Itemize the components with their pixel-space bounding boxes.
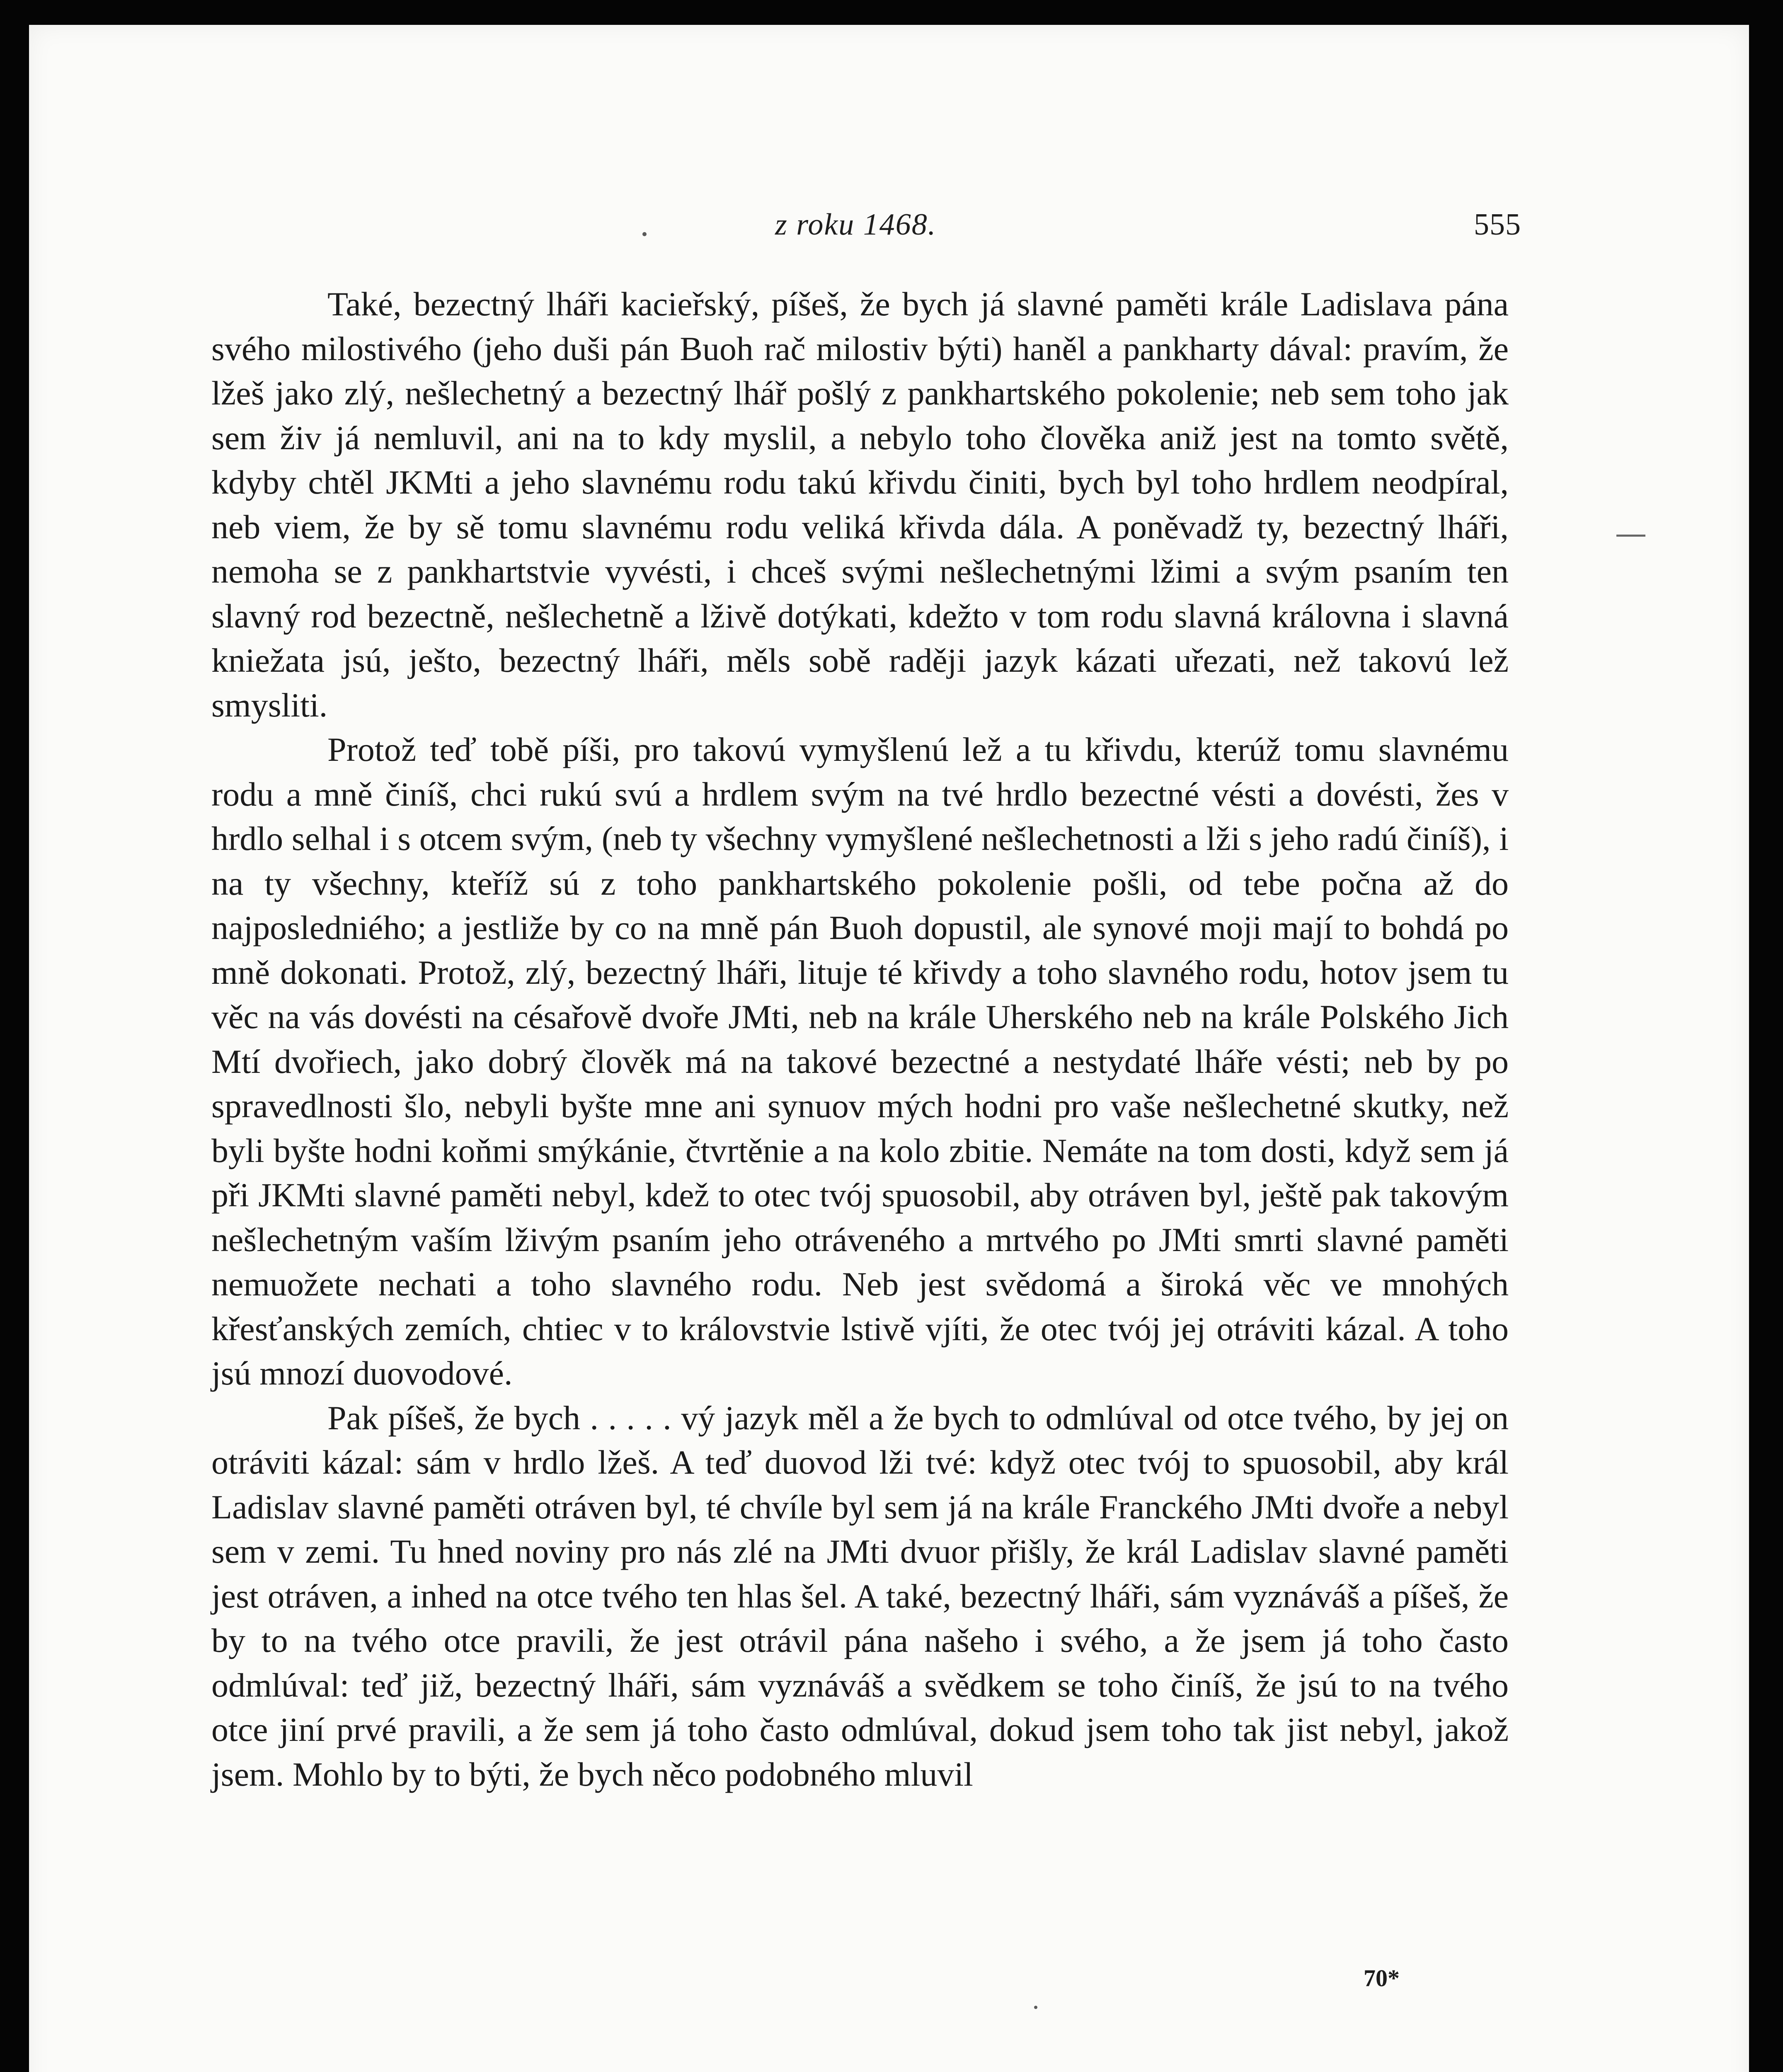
page-header bbox=[742, 207, 1521, 249]
main-text bbox=[211, 282, 1509, 1796]
paragraph: Pak píšeš, že bych . . . . . vý jazyk měl a že bych to odmlúval od otce tvého, by jej on otráviti kázal: sám v hrdlo lžeš. A teď duovod lži tvé: když otec tvój to spuosobil, aby král Ladislav slavné paměti otráven byl, té chvíle byl sem já na krále Franckého JMti dvoře a nebyl sem v zemi. Tu hned noviny pro nás zlé na JMti dvuor přišly, že král Ladislav slavné paměti jest otráven, a inhed na otce tvého ten hlas šel. A také, bezectný lháři, sám vyznáváš a píšeš, že by to na tvého otce pravili, že jest otrávil pána našeho i svého, a že jsem já toho často odmlúval: teď již, bezectný lháři, sám vyznáváš a svědkem se toho činíš, že jsú to na tvého otce jiní prvé pravili, a že sem já toho často odmlúval, dokud jsem toho tak jist nebyl, jakož jsem. Mohlo by to býti, že bych něco podobného mluvil bbox=[211, 1399, 1509, 1793]
scan-speck bbox=[642, 232, 647, 236]
paragraph: Protož teď tobě píši, pro takovú vymyšlenú lež a tu křivdu, kterúž tomu slavnému rodu a mně činíš, chci rukú svú a hrdlem svým na tvé hrdlo bezectné vésti a dovésti, žes v hrdlo selhal i s otcem svým, (neb ty všechny vymyšlené nešlechetnosti a lži s jeho radú činíš), i na ty všechny, kteříž sú z toho pankhartského pokolenie pošli, od tebe počna až do najposledniého; a jestliže by co na mně pán Buoh dopustil, ale synové moji mají to bohdá po mně dokonati. Protož, zlý, bezectný lháři, lituje té křivdy a toho slavného rodu, hotov jsem tu věc na vás dovésti na césařově dvoře JMti, neb na krále Uherského neb na krále Polského Jich Mtí dvořiech, jako dobrý člověk má na takové bezectné a nestydaté lháře vésti; neb by po spravedlnosti šlo, nebyli byšte mne ani synuov mých hodni pro vaše nešlechetné skutky, než byli byšte hodni koňmi smýkánie, čtvrtěnie a na kolo zbitie. Nemáte na tom dosti, když sem já při JKMti slavné paměti nebyl, kdež to otec tvój spuosobil, aby otráven byl, ještě pak takovým nešlechetným vaším lživým psaním jeho otráveného a mrtvého po JMti smrti slavné paměti nemuožete nechati a toho slavného rodu. Neb jest svědomá a široká věc ve mnohých křesťanských zemích, chtiec v to královstvie lstivě vjíti, že otec tvój jej otráviti kázal. A toho jsú mnozí duovodové. bbox=[211, 731, 1509, 1392]
scan-speck bbox=[1034, 2006, 1037, 2009]
margin-mark bbox=[1616, 535, 1645, 537]
book-page bbox=[29, 25, 1749, 2072]
running-title: z roku 1468. bbox=[775, 208, 937, 242]
paragraph: Také, bezectný lháři kacieřský, píšeš, že bych já slavné paměti krále Ladislava pána svého milostivého (jeho duši pán Buoh rač milostiv býti) haněl a pankharty dával: pravím, že lžeš jako zlý, nešlechetný a bezectný lhář pošlý z pankhartského pokolenie; neb sem toho jak sem živ já nemluvil, ani na to kdy myslil, a nebylo toho člověka aniž jest na tomto světě, kdyby chtěl JKMti a jeho slavnému rodu takú křivdu činiti, bych byl toho hrdlem neodpíral, neb viem, že by sě tomu slavnému rodu veliká křivda dála. A poněvadž ty, bezectný lháři, nemoha se z pankhartstvie vyvésti, i chceš svými nešlechetnými lžimi a svým psaním ten slavný rod bezectně, nešlechetně a lživě dotýkati, kdežto v tom rodu slavná královna i slavná kniežata jsú, ješto, bezectný lháři, měls sobě raději jazyk kázati uřezati, než takovú lež smysliti. bbox=[211, 285, 1509, 724]
signature-mark: 70* bbox=[1364, 1965, 1400, 1992]
page-number: 555 bbox=[1474, 208, 1521, 242]
